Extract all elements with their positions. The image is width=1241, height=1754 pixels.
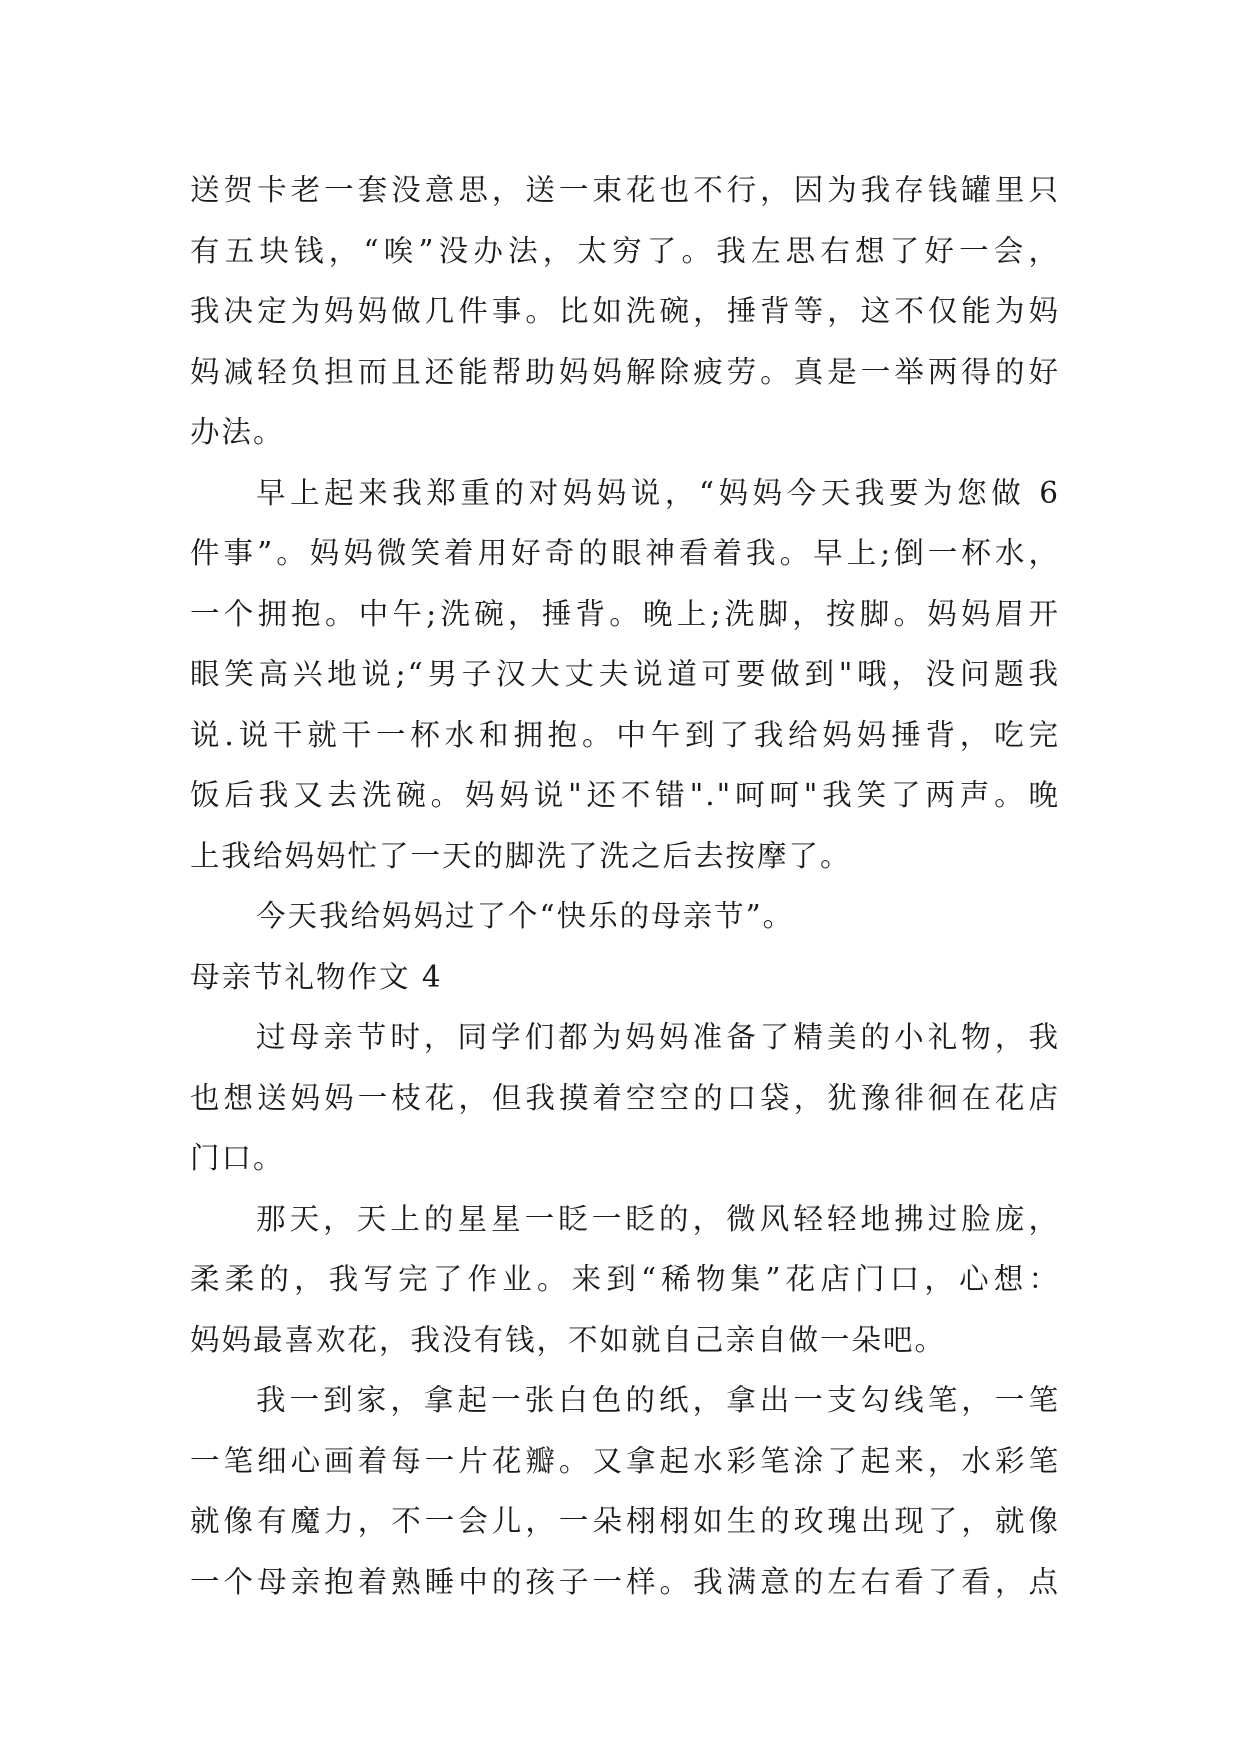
text-line: 那天，天上的星星一眨一眨的，微风轻轻地拂过脸庞， [256,1201,1060,1236]
text-line: 件事”。妈妈微笑着用好奇的眼神看着我。早上;倒一杯水， [190,536,1060,570]
text-line: 眼笑高兴地说;“男子汉大丈夫说道可要做到"哦，没问题我 [190,657,1060,691]
text-line: 一个拥抱。中午;洗碗，捶背。晚上;洗脚，按脚。妈妈眉开 [190,596,1060,631]
text-line: 妈妈最喜欢花，我没有钱，不如就自己亲自做一朵吧。 [190,1322,947,1357]
text-line: 就像有魔力，不一会儿，一朵栩栩如生的玫瑰出现了，就像 [190,1504,1060,1538]
text-line: 妈减轻负担而且还能帮助妈妈解除疲劳。真是一举两得的好 [190,354,1060,389]
section-heading: 母亲节礼物作文 4 [190,959,443,994]
text-line: 早上起来我郑重的对妈妈说，“妈妈今天我要为您做 6 [256,475,1060,510]
text-line: 柔柔的，我写完了作业。来到“稀物集”花店门口，心想： [190,1262,1060,1296]
text-line: 办法。 [190,415,285,449]
text-line: 我一到家，拿起一张白色的纸，拿出一支勾线笔，一笔 [256,1383,1060,1417]
document-body [190,160,1060,1612]
text-line: 门口。 [190,1141,285,1175]
text-line: 上我给妈妈忙了一天的脚洗了洗之后去按摩了。 [190,838,852,873]
text-line: 一个母亲抱着熟睡中的孩子一样。我满意的左右看了看，点 [190,1564,1060,1599]
text-line: 一笔细心画着每一片花瓣。又拿起水彩笔涂了起来，水彩笔 [190,1443,1060,1478]
text-line: 送贺卡老一套没意思，送一束花也不行，因为我存钱罐里只 [190,173,1060,207]
text-line: 说.说干就干一杯水和拥抱。中午到了我给妈妈捶背，吃完 [190,717,1060,752]
text-line: 有五块钱，“唉”没办法，太穷了。我左思右想了好一会， [190,233,1060,268]
text-line: 我决定为妈妈做几件事。比如洗碗，捶背等，这不仅能为妈 [190,294,1060,328]
text-line: 饭后我又去洗碗。妈妈说"还不错"."呵呵"我笑了两声。晚 [190,778,1060,812]
text-line: 过母亲节时，同学们都为妈妈准备了精美的小礼物，我 [256,1020,1060,1054]
text-line: 今天我给妈妈过了个“快乐的母亲节”。 [256,899,795,933]
text-line: 也想送妈妈一枝花，但我摸着空空的口袋，犹豫徘徊在花店 [190,1080,1060,1115]
